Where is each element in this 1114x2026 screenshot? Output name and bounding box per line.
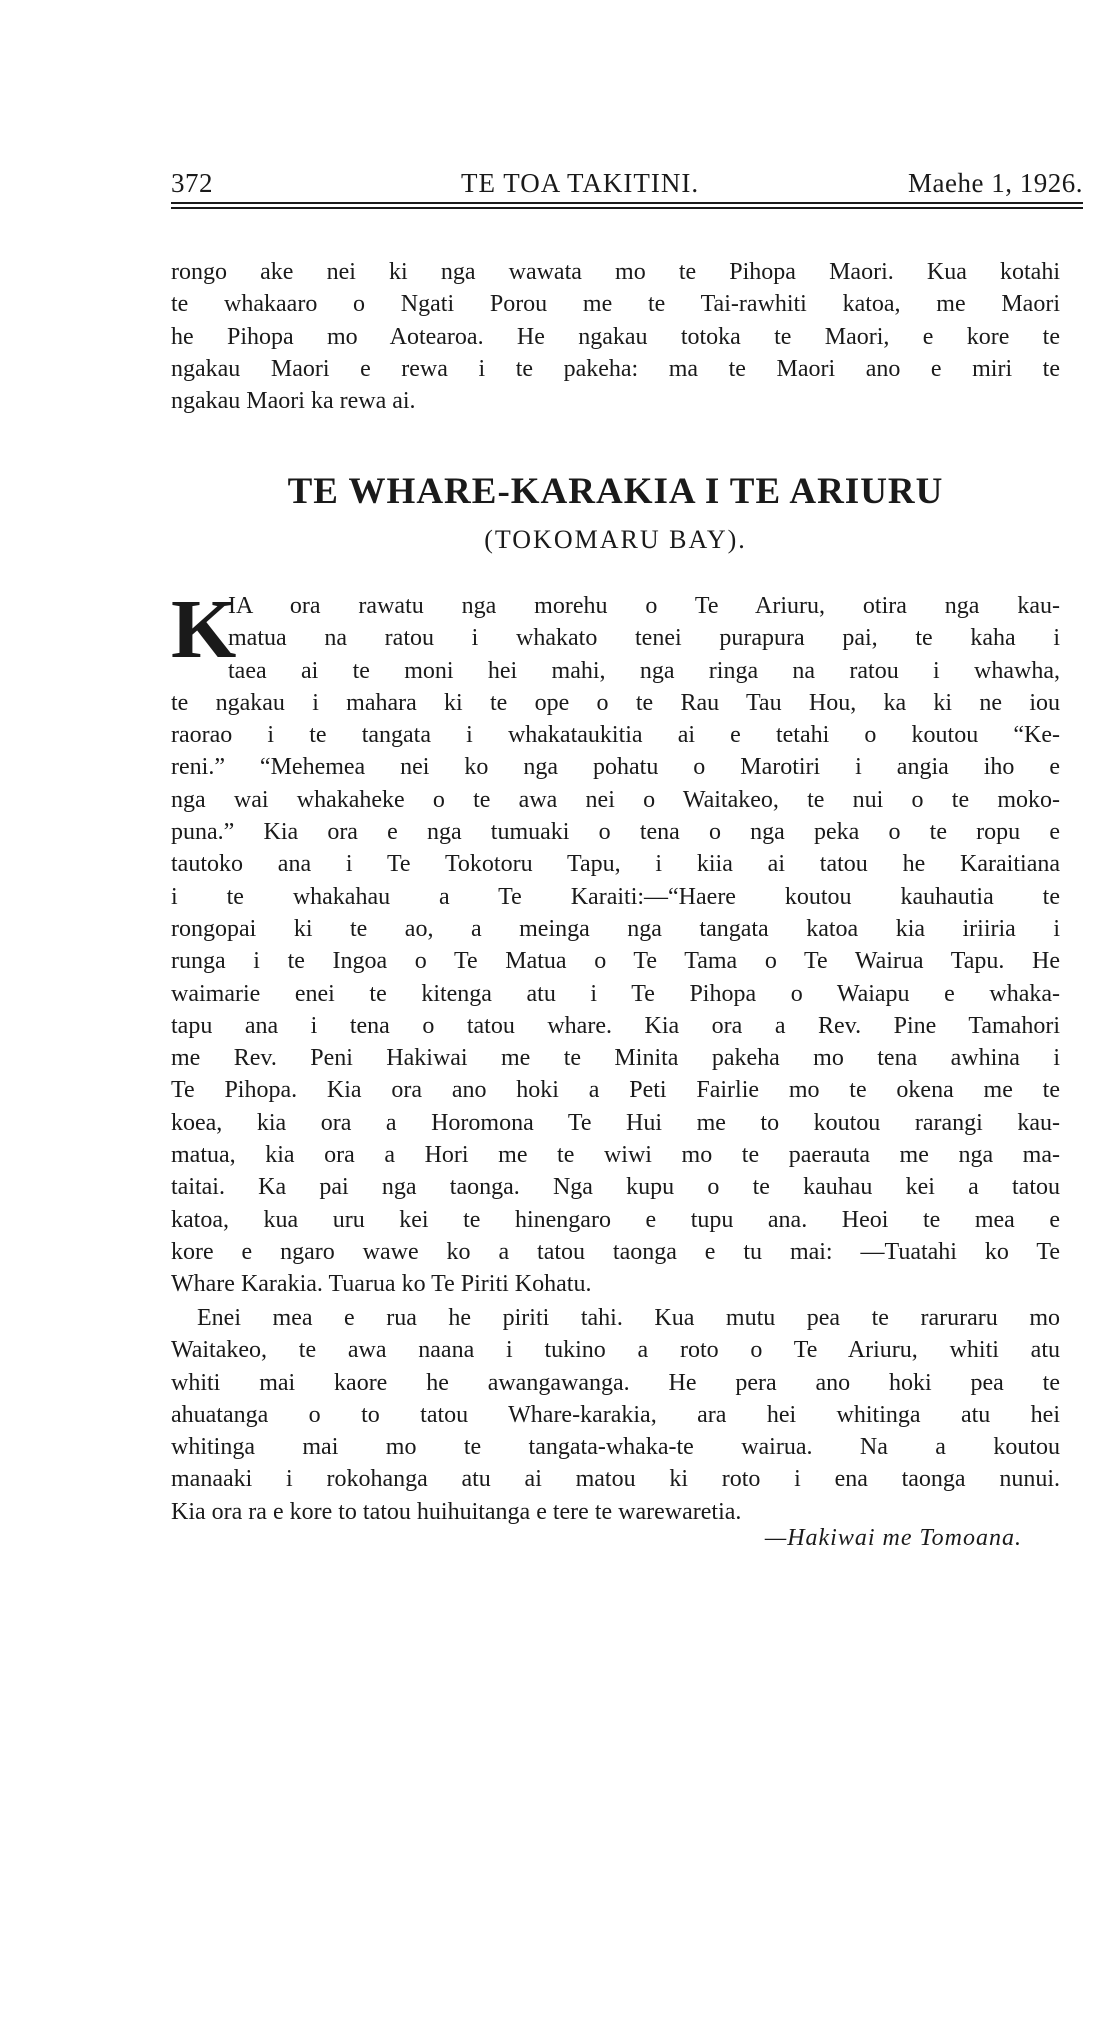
article-title: TE WHARE-KARAKIA I TE ARIURU xyxy=(287,471,944,512)
text-line: raorao i te tangata i whakataukitia ai e tetahi o koutou “Ke- xyxy=(171,722,1060,749)
text-line: whiti mai kaore he awangawanga. He pera ano hoki pea te xyxy=(171,1369,1060,1396)
text-line: Waitakeo, te awa naana i tukino a roto o Te Ariuru, whiti atu xyxy=(171,1337,1060,1364)
text-line: runga i te Ingoa o Te Matua o Te Tama o Te Wairua Tapu. He xyxy=(171,948,1060,975)
intro-paragraph xyxy=(171,256,1060,417)
text-line: me Rev. Peni Hakiwai me te Minita pakeha mo tena awhina i xyxy=(171,1045,1060,1072)
text-line: ahuatanga o to tatou Whare-karakia, ara hei whitinga atu hei xyxy=(171,1401,1060,1428)
text-line: ngakau Maori ka rewa ai. xyxy=(171,388,416,415)
text-line: waimarie enei te kitenga atu i Te Pihopa o Waiapu e whaka- xyxy=(171,980,1060,1007)
text-line: he Pihopa mo Aotearoa. He ngakau totoka te Maori, e kore te xyxy=(171,323,1060,350)
text-line: matua na ratou i whakato tenei purapura pai, te kaha i xyxy=(228,625,1060,652)
text-line: taitai. Ka pai nga taonga. Nga kupu o te kauhau kei a tatou xyxy=(171,1174,1060,1201)
text-line: tapu ana i tena o tatou whare. Kia ora a Rev. Pine Tamahori xyxy=(171,1012,1060,1039)
article-signature: —Hakiwai me Tomoana. xyxy=(764,1525,1022,1551)
text-line: rongo ake nei ki nga wawata mo te Pihopa Maori. Kua kotahi xyxy=(171,259,1060,285)
text-line: Te Pihopa. Kia ora ano hoki a Peti Fairlie mo te okena me te xyxy=(171,1077,1060,1104)
text-line: IA ora rawatu nga morehu o Te Ariuru, otira nga kau- xyxy=(228,593,1060,619)
text-line: Enei mea e rua he piriti tahi. Kua mutu pea te raruraru mo xyxy=(197,1305,1060,1331)
publication-title: TE TOA TAKITINI. xyxy=(461,168,700,198)
text-line: tautoko ana i Te Tokotoru Tapu, i kiia ai tatou he Karaitiana xyxy=(171,851,1060,878)
article-subtitle: (TOKOMARU BAY). xyxy=(484,525,747,554)
text-line: whitinga mai mo te tangata-whaka-te wairua. Na a koutou xyxy=(171,1434,1060,1461)
text-line: taea ai te moni hei mahi, nga ringa na ratou i whawha, xyxy=(228,657,1060,684)
text-line: te ngakau i mahara ki te ope o te Rau Tau Hou, ka ki ne iou xyxy=(171,689,1060,716)
article-paragraph-1 xyxy=(171,583,1060,1301)
header-rule-top xyxy=(171,202,1083,204)
text-line: puna.” Kia ora e nga tumuaki o tena o nga peka o te ropu e xyxy=(171,819,1060,846)
text-line: Whare Karakia. Tuarua ko Te Piriti Kohatu. xyxy=(171,1271,592,1298)
text-line: nga wai whakaheke o te awa nei o Waitakeo, te nui o te moko- xyxy=(171,786,1060,813)
drop-cap: K xyxy=(171,583,237,676)
article-paragraph-2 xyxy=(171,1302,1060,1528)
text-line: katoa, kua uru kei te hinengaro e tupu ana. Heoi te mea e xyxy=(171,1206,1060,1233)
text-line: kore e ngaro wawe ko a tatou taonga e tu mai: —Tuatahi ko Te xyxy=(171,1238,1060,1265)
page-number: 372 xyxy=(171,168,213,198)
header-rule-bottom xyxy=(171,207,1083,209)
text-line: rongopai ki te ao, a meinga nga tangata katoa kia iriiria i xyxy=(171,915,1060,942)
text-line: i te whakahau a Te Karaiti:—“Haere koutou kauhautia te xyxy=(171,883,1060,910)
text-line: matua, kia ora a Hori me te wiwi mo te paerauta me nga ma- xyxy=(171,1142,1060,1169)
text-line: manaaki i rokohanga atu ai matou ki roto i ena taonga nunui. xyxy=(171,1466,1060,1493)
text-line: ngakau Maori e rewa i te pakeha: ma te Maori ano e miri te xyxy=(171,355,1060,382)
text-line: te whakaaro o Ngati Porou me te Tai-rawhiti katoa, me Maori xyxy=(171,291,1060,318)
text-line: Kia ora ra e kore to tatou huihuitanga e tere te warewaretia. xyxy=(171,1498,742,1525)
issue-date: Maehe 1, 1926. xyxy=(908,168,1083,198)
text-line: koea, kia ora a Horomona Te Hui me to koutou rarangi kau- xyxy=(171,1109,1060,1136)
text-line: reni.” “Mehemea nei ko nga pohatu o Marotiri i angia iho e xyxy=(171,754,1060,781)
